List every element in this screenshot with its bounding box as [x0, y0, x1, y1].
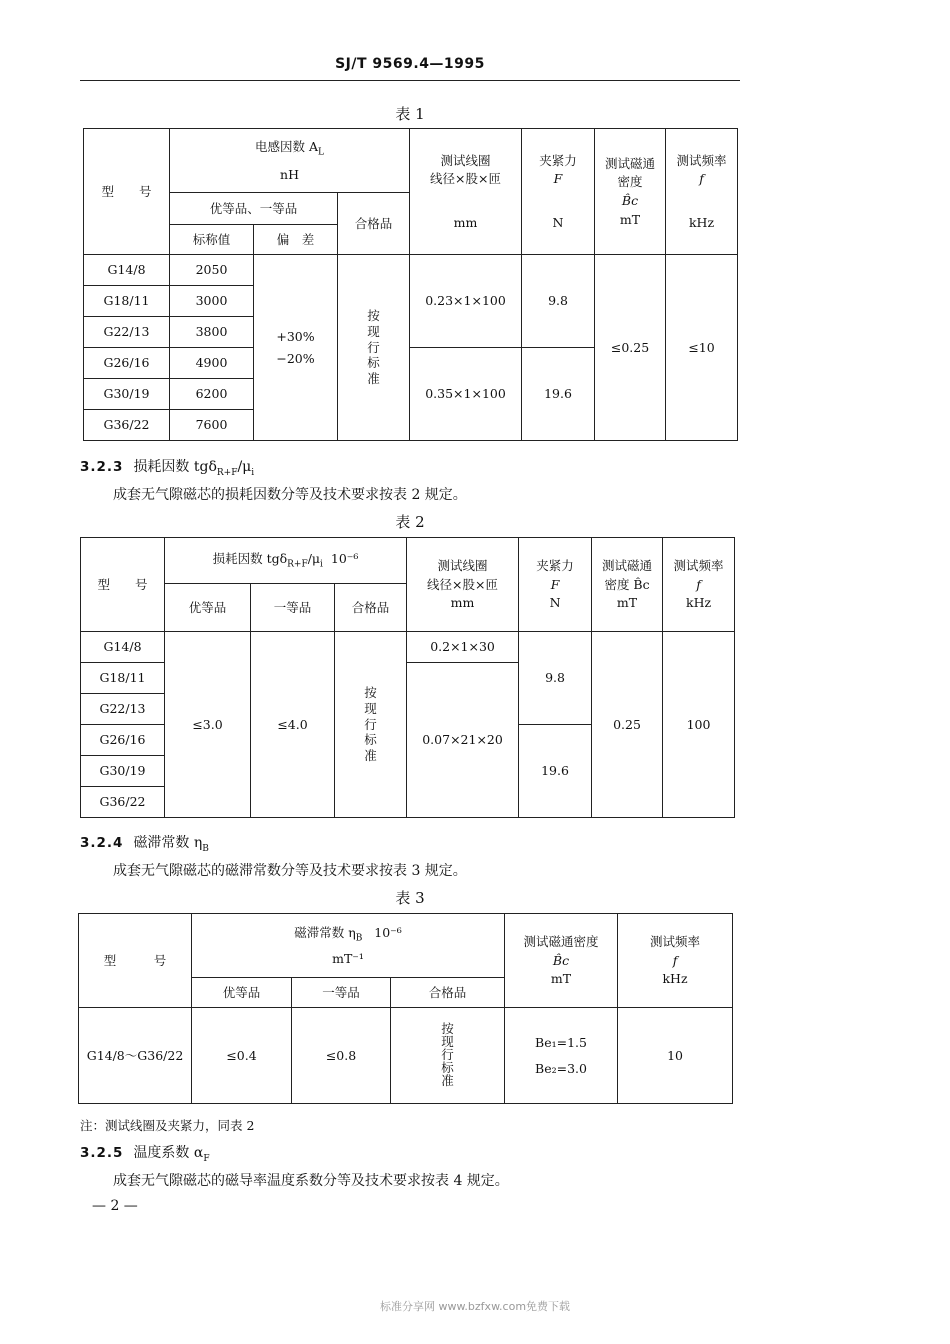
page-number: — 2 — [92, 1198, 138, 1214]
section-3-2-4-paragraph: 成套无气隙磁芯的磁滞常数分等及技术要求按表 3 规定。 [113, 863, 467, 879]
t3-h-model: 型 号 [79, 914, 192, 1008]
t1-force-b: 19.6 [522, 348, 595, 441]
table-cell-model: G14/8 [84, 255, 170, 286]
table-cell-model: G36/22 [84, 410, 170, 441]
t3-model-value: G14/8～G36/22 [79, 1008, 192, 1104]
t3-h-first: 一等品 [292, 978, 391, 1008]
t1-flux-value: ≤0.25 [595, 255, 666, 441]
t3-h-hyst: 磁滞常数 $\eta_B$ 10⁻⁶ mT⁻¹ [192, 914, 505, 978]
table-cell-model: G36/22 [81, 787, 165, 818]
table-cell-nominal: 2050 [170, 255, 254, 286]
table-cell-model: G22/13 [84, 317, 170, 348]
table1 [83, 128, 738, 441]
t2-h-coil: 测试线圈 线径×股×匝 mm [407, 538, 519, 632]
document-code: SJ/T 9569.4—1995 [335, 56, 485, 72]
t2-h-first: 一等品 [251, 584, 335, 632]
t1-h-freq: 测试频率 f kHz [666, 129, 738, 255]
t2-force-a: 9.8 [519, 632, 592, 725]
t2-qualified-value: 按现行标准 [335, 632, 407, 818]
t3-flux-value: Be₁=1.5 Be₂=3.0 [505, 1008, 618, 1104]
t1-h-nominal: 标称值 [170, 225, 254, 255]
t1-force-a: 9.8 [522, 255, 595, 348]
t2-h-freq: 测试频率 f kHz [663, 538, 735, 632]
t2-freq-value: 100 [663, 632, 735, 818]
header-rule [80, 80, 740, 81]
t3-h-freq: 测试频率 f kHz [618, 914, 733, 1008]
table-cell-nominal: 6200 [170, 379, 254, 410]
footer-watermark: 标准分享网 www.bzfxw.com免费下载 [379, 1300, 571, 1313]
section-3-2-5-paragraph: 成套无气隙磁芯的磁导率温度系数分等及技术要求按表 4 规定。 [113, 1173, 509, 1189]
t1-h-grade12: 优等品、一等品 [170, 193, 338, 225]
t3-freq-value: 10 [618, 1008, 733, 1104]
section-3-2-5-heading: 3.2.5 温度系数 $\alpha_F$ [80, 1145, 210, 1164]
table3-note: 注：测试线圈及夹紧力，同表 2 [80, 1118, 255, 1133]
t1-qualified-value: 按现行标准 [338, 255, 410, 441]
table-cell-model: G18/11 [84, 286, 170, 317]
t3-qualified-value: 按现行标准 [391, 1008, 505, 1104]
table2 [80, 537, 735, 818]
t2-coil-b: 0.07×21×20 [407, 663, 519, 818]
table-cell-model: G30/19 [84, 379, 170, 410]
t3-excellent-value: ≤0.4 [192, 1008, 292, 1104]
table3-caption: 表 3 [395, 889, 425, 907]
t3-h-excellent: 优等品 [192, 978, 292, 1008]
table-cell-nominal: 3800 [170, 317, 254, 348]
t3-h-qualified: 合格品 [391, 978, 505, 1008]
table-cell-model: G30/19 [81, 756, 165, 787]
t3-first-value: ≤0.8 [292, 1008, 391, 1104]
t1-h-force: 夹紧力 F N [522, 129, 595, 255]
section-3-2-3-heading: 3.2.3 损耗因数 $tg\delta_{R+F}/\mu_i$ [80, 459, 255, 478]
table3 [78, 913, 733, 1104]
t2-h-excellent: 优等品 [165, 584, 251, 632]
section-3-2-3-paragraph: 成套无气隙磁芯的损耗因数分等及技术要求按表 2 规定。 [113, 487, 467, 503]
table-cell-model: G22/13 [81, 694, 165, 725]
table-cell-nominal: 3000 [170, 286, 254, 317]
table-cell-model: G14/8 [81, 632, 165, 663]
t3-h-flux: 测试磁通密度 B̂c mT [505, 914, 618, 1008]
t2-force-b: 19.6 [519, 725, 592, 818]
table1-caption: 表 1 [395, 105, 425, 123]
t1-deviation-value: +30% −20% [254, 255, 338, 441]
t1-h-coil: 测试线圈 线径×股×匝 mm [410, 129, 522, 255]
section-3-2-4-heading: 3.2.4 磁滞常数 $\eta_B$ [80, 835, 209, 854]
table-cell-model: G18/11 [81, 663, 165, 694]
t2-flux-value: 0.25 [592, 632, 663, 818]
t2-coil-a: 0.2×1×30 [407, 632, 519, 663]
t1-coil-b: 0.35×1×100 [410, 348, 522, 441]
t1-h-qualified: 合格品 [338, 193, 410, 255]
t2-first-value: ≤4.0 [251, 632, 335, 818]
t2-excellent-value: ≤3.0 [165, 632, 251, 818]
table-cell-nominal: 4900 [170, 348, 254, 379]
table2-caption: 表 2 [395, 513, 425, 531]
t2-h-loss: 损耗因数 $tg\delta_{R+F}/\mu_i$ 10⁻⁶ [165, 538, 407, 584]
t2-h-force: 夹紧力 F N [519, 538, 592, 632]
t1-h-deviation: 偏 差 [254, 225, 338, 255]
t1-freq-value: ≤10 [666, 255, 738, 441]
t2-h-flux: 测试磁通 密度 B̂c mT [592, 538, 663, 632]
t2-h-qualified: 合格品 [335, 584, 407, 632]
t1-h-al: 电感因数 $A_L$ nH [170, 129, 410, 193]
table-cell-model: G26/16 [84, 348, 170, 379]
t1-h-model: 型 号 [84, 129, 170, 255]
table-cell-nominal: 7600 [170, 410, 254, 441]
t1-h-flux: 测试磁通 密度 B̂c mT [595, 129, 666, 255]
table-cell-model: G26/16 [81, 725, 165, 756]
t1-coil-a: 0.23×1×100 [410, 255, 522, 348]
t2-h-model: 型 号 [81, 538, 165, 632]
